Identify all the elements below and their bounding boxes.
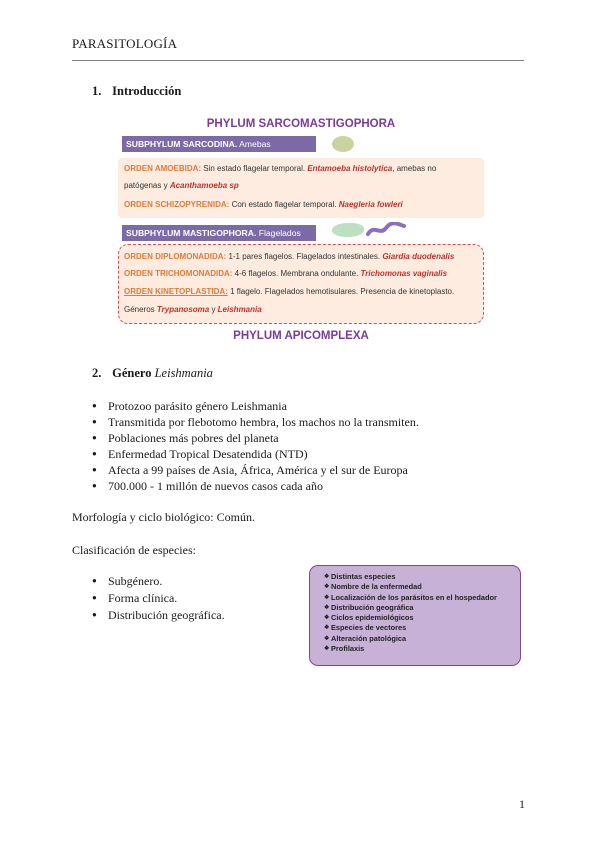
order-line: ORDEN KINETOPLASTIDA: 1 flagelo. Flagelados hemotisulares. Presencia de kinetoplasto. — [124, 287, 455, 296]
list-item: ● Forma clínica. — [92, 590, 225, 606]
subphylum-sarcodina-bar — [122, 136, 316, 152]
subphylum-mastigophora-rest: Flagelados — [256, 228, 301, 238]
list-item: ● Protozoo parásito género Leishmania — [92, 398, 419, 414]
figure-title-top: PHYLUM SARCOMASTIGOPHORA — [206, 118, 396, 130]
list-item: ● Enfermedad Tropical Desatendida (NTD) — [92, 446, 419, 462]
subphylum-sarcodina-rest: Amebas — [237, 139, 271, 149]
section-2-number: 2. — [92, 366, 102, 380]
list-item: ● Distribución geográfica. — [92, 607, 225, 623]
order-line: ORDEN SCHIZOPYRENIDA: Con estado flagelar temporal. Naegleria fowleri — [124, 200, 403, 209]
list-item: ● Afecta a 99 países de Asia, África, América y el sur de Europa — [92, 462, 419, 478]
flagellate-illustration-icon — [332, 223, 364, 237]
section-1-number: 1. — [92, 84, 102, 98]
header-divider — [72, 60, 524, 61]
order-line: ORDEN AMOEBIDA: Sin estado flagelar temporal. Entamoeba histolytica, amebas no — [124, 164, 437, 173]
list-item: ❖ Ciclos epidemiológicos — [324, 613, 520, 623]
list-item: ● Poblaciones más pobres del planeta — [92, 430, 419, 446]
species-criteria-box — [309, 565, 521, 666]
order-line: ORDEN TRICHOMONADIDA: 4-6 flagelos. Membrana ondulante. Trichomonas vaginalis — [124, 269, 448, 278]
trypanosome-illustration-icon — [366, 222, 406, 238]
list-item: ❖ Distintas especies — [324, 572, 520, 582]
section-1-heading — [92, 84, 181, 99]
section-2-heading — [92, 366, 213, 381]
section-1-title: Introducción — [112, 84, 182, 98]
list-item: ❖ Localización de los parásitos en el hospedador — [324, 593, 520, 603]
morphology-paragraph: Morfología y ciclo biológico: Común. — [72, 510, 255, 524]
list-item: ● 700.000 - 1 millón de nuevos casos cada año — [92, 478, 419, 494]
list-item: ● Subgénero. — [92, 573, 225, 589]
section-2-title: Género — [112, 366, 155, 380]
page-header: PARASITOLOGÍA — [72, 36, 178, 51]
list-item: ❖ Profilaxis — [324, 644, 520, 654]
subphylum-mastigophora-bold: SUBPHYLUM MASTIGOPHORA. — [126, 228, 257, 238]
list-item: ● Transmitida por flebotomo hembra, los machos no la transmiten. — [92, 414, 419, 430]
phylum-figure — [118, 114, 484, 348]
section-2-title-italic: Leishmania — [154, 366, 213, 380]
classification-list — [92, 573, 225, 624]
order-line: patógenas y Acanthamoeba sp — [124, 181, 239, 190]
list-item: ❖ Distribución geográfica — [324, 603, 520, 613]
subphylum-mastigophora-bar — [122, 225, 316, 241]
ameba-illustration-icon — [332, 136, 354, 152]
list-item: ❖ Nombre de la enfermedad — [324, 582, 520, 592]
figure-title-bottom: PHYLUM APICOMPLEXA — [233, 330, 369, 342]
order-line: ORDEN DIPLOMONADIDA: 1-1 pares flagelos. Flagelados intestinales. Giardia duodenalis — [124, 252, 455, 261]
leishmania-facts-list — [92, 398, 419, 494]
subphylum-sarcodina-bold: SUBPHYLUM SARCODINA. — [126, 139, 238, 149]
list-item: ❖ Alteración patológica — [324, 634, 520, 644]
page-number: 1 — [519, 797, 525, 811]
order-line: Géneros Trypanosoma y Leishmania — [124, 305, 262, 314]
classification-paragraph: Clasificación de especies: — [72, 543, 196, 557]
list-item: ❖ Especies de vectores — [324, 623, 520, 633]
